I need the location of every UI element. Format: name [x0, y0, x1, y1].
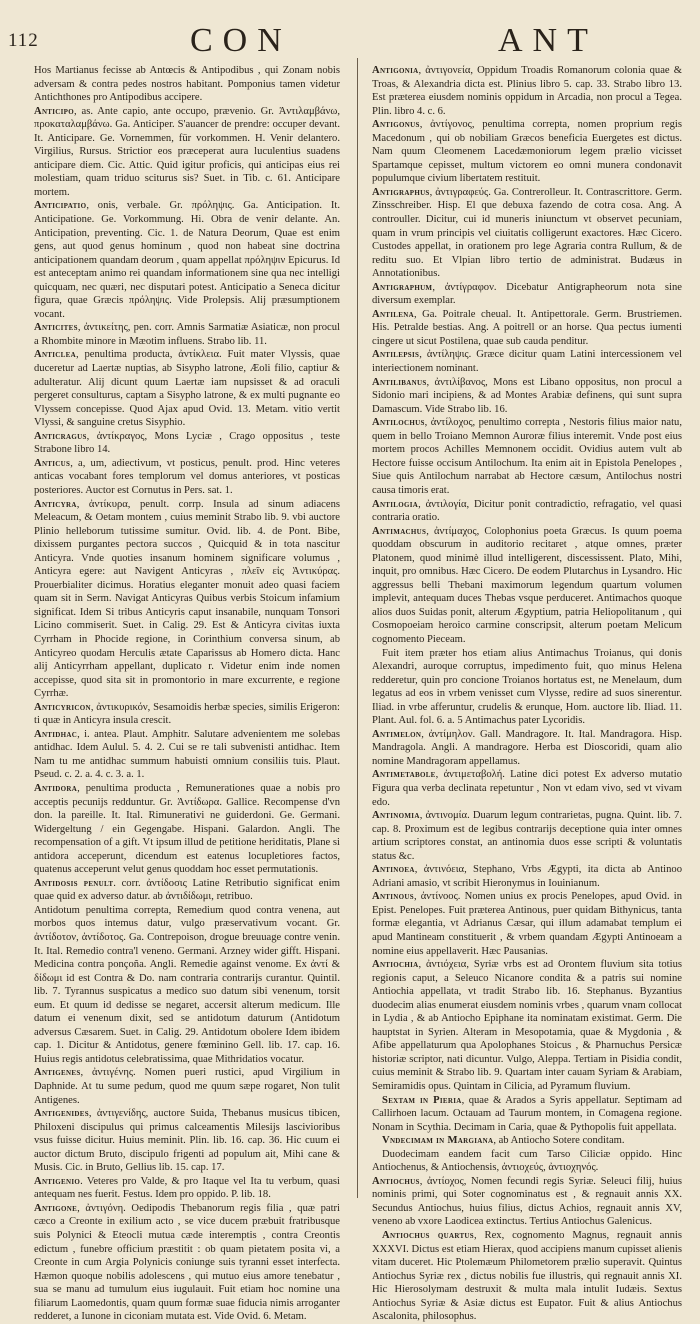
dictionary-entry: Antilepsis, ἀντίληψις. Græce dicitur quam Latini intercessionem vel interiectionem nominant. — [372, 349, 682, 375]
column-divider — [357, 58, 358, 1198]
dictionary-entry: Anticipatio, onis, verbale. Gr. πρόληψις. Ga. Anticipation. It. Anticipatione. Ge. Vorkommung. Hi. Obra de venir delante. An. Anticipation, preventing. Cic. 1. de Natura Deorum, Quae est enim gens, aut quod genus hominum , quod non habeat sine doctrina anticipationem quandam deorum , quam appellat πρόληψιν Epicurus. Id est anteceptam animo rei quandam informationem sine qua nec intelligi quicquam, nec quæri, nec disputari potest. Anticipatio a Seneca dicitur figura, quae Græcis πρόληψις. Vide Prolepsis. Alij præsumptionem vocant. — [34, 200, 340, 320]
headword: Antidosis penult — [34, 877, 114, 889]
headword: Antigonus — [372, 119, 420, 131]
headword: Antigenes — [34, 1067, 81, 1079]
dictionary-entry: Antimetabole, ἀντιμεταβολή. Latine dici potest Ex adverso mutatio Figura qua verba declinata repetuntur , Non vt edam vivo, sed vt vivam edo. — [372, 769, 682, 808]
dictionary-entry: Antilena, Ga. Poitrale cheual. It. Antipettorale. Germ. Brustriemen. His. Petralde bestias. Ang. A poitrell or an horse. Qua pectus iumenti cingere ut sicut Postilena, quae sub cauda penditur. — [372, 308, 682, 347]
dictionary-entry: Anticipo, as. Ante capio, ante occupo, prævenio. Gr. Ἀντιλαμβάνω, προκαταλαμβάνω. Ga. Anticiper. S'auancer de prendre: occuper devant. It. Anticipare. Ge. Vornemmen, für vorkommen. H. Venir delantero. Virgilius, Rursus. Strictior eos præceperat aura luculentius suadens anticipare diem. Cic. Attic. Quid igitur proficis, qui anticipas eius rei molestiam, quam triduo sciturus sis? Suet. in Tib. c. 61. Anticipare mortem. — [34, 105, 340, 198]
dictionary-entry: Antigenio. Veteres pro Valde, & pro Itaque vel Ita tu verbum, quasi antequam nes fuerit. Festus. Idem pro oppido. P. lib. 18. — [34, 1175, 340, 1201]
headword: Antimachus — [372, 525, 427, 537]
dictionary-entry: Antiochus quartus, Rex, cognomento Magnus, regnauit annis XXXVI. Dictus est etiam Hierax, quod accipiens manum cupisset alienis vitam duceret. Hic Ptolemæum Philometorem prælio superavit. Quintus Antiochus Syriæ rex , dictus nobilis fue illustris, qui regnauit annis XI. Hic Hierosolymam destruxit & multa mala intulit Iudæis. Sextus Antiochus Syriæ & Asiæ dictus est Eupator. Fuit & alius Antiochus Ascalonita, philosophus. — [372, 1230, 682, 1323]
page-header — [0, 22, 700, 62]
headword: Sextam in Pieria — [382, 1094, 462, 1106]
dictionary-entry: Anticyra, ἀντίκυρα, penult. corrp. Insula ad sinum adiacens Meleacum, & Oetam montem , cuius meminit Strabo lib. 9. vbi auctore Plinio helleborum tutissime sumitur. Ovid. lib. 4. de Pont. Bibe, dixissem purgantes pectora succos , Quicquid & in tota nascitur Anticyra. Vnde quoties insanum hominem significare volumus , Anticyra egere: aut Navigent Anticyras , πλεῖν εἰς Ἀντικύρας. Prouerbialiter dicimus. Horatius eleganter monuit adeo quasi faciem quam sit in Serm. Navigat Anticyras Quibus verbis Stoicum infamium significat. Idem Si tribus Anticyris caput insanabile, nunquam Tonsori Licino commiserit. Suet. in Calig. 29. Est & Anticyra civitas iuxta Cyrrham in Phocide regione, in Corinthium conversa sinum, ab Anticyreo quodam Herculis ætate Caparissus ab Homero dicta. Hanc alij Anticyrrham appellant, duplicato r. Videtur enim inde nomen accepisse, quod sita sit in promontorio in mare excurrente, e regione Cyrrhæ. — [34, 498, 340, 700]
dictionary-entry: Sextam in Pieria, quae & Arados a Syris appellatur. Septimam ad Callirhoen lacum. Octauam ad Taurum montem, in Comagena regione. Nonam in Scythia. Decimam in Caria, quae & Pythopolis fuit appellata. — [372, 1094, 682, 1133]
headword: Antilena — [372, 308, 414, 320]
dictionary-entry: Anticus, a, um, adiectivum, vt posticus, penult. prod. Hinc veteres anticas vocabant fores templorum vel domus anteriores, vt posticas posteriores. Auctor est Cornutus in Pers. sat. 1. — [34, 457, 340, 496]
dictionary-entry: Antinous, ἀντίνοος. Nomen unius ex procis Penelopes, apud Ovid. in Epist. Penelopes. Fuit præterea Antinous, puer quidam Bithynicus, tanta formæ elegantia, vt Adrianus Cæsar, qui illum adamabat templum ei apud Mantineam constituerit , & vrbem quandam Ægypti Antinoeam a nomine eius appellaverit. Hæc Pausanias. — [372, 891, 682, 957]
right-column — [372, 64, 682, 1323]
dictionary-entry: Antimachus, ἀντίμαχος, Colophonius poeta Græcus. Is quum poema quoddam obscurum in auditorio recitaret , atque omnes, præter Platonem, quod minimè illud intelligerent, discessissent. Plato, Mihi, inquit, pro omnibus. Hæc Cicero. De eodem Plutarchus in Lysandro. Hic aggressus belli Thebani maximorum legendum quartum volumen implevit, antequam duces Thebas vsque perduceret. Antimachos quoque alios duos Suidas ponit, alterum Ægyptium, patria Heliopolitanum , qui Cosmopoeiam heroico carmine conscripsit, alterum poetam Melicum cognomento Pieceam. — [372, 525, 682, 645]
headword: Antigraphus — [372, 186, 430, 198]
headword: Antiochus — [372, 1175, 420, 1187]
dictionary-entry: Anticyricon, ἀντικυρικόν, Sesamoidis herbæ species, similis Erigeron: ti quæ in Anticyra insula crescit. — [34, 701, 340, 727]
headword: Antidhac — [34, 728, 78, 740]
dictionary-entry: Antigraphum, ἀντίγραφον. Dicebatur Antigrapheorum nota sine diversum exemplar. — [372, 281, 682, 307]
headword: Anticipatio — [34, 200, 87, 212]
dictionary-entry: Antigraphus, ἀντιγραφεύς. Ga. Contrerolleur. It. Contrascrittore. Germ. Zinsschreiber. Hisp. El que debuxa fazendo de cotra cosa. Ang. A controuller. Dicitur, cui id muneris iniunctum vt observet pecuniam, quam in vrum principis vel ciuitatis colligerunt exactores. Hæc Cicero. Custodes appellat, in orationem pro lege Agraria contra Rullum, & de reditu suo. Et Vlpian libro tertio de administrat. Budæus in Annotationibus. — [372, 186, 682, 280]
headword: Antilepsis — [372, 349, 420, 361]
headword: Antigenides — [34, 1108, 89, 1120]
dictionary-entry: Antidosis penult. corr. ἀντίδοσις Latine Retributio significat enim quae quid ex adverso datur. ab ἀντιδίδωμι, retribuo. — [34, 877, 340, 903]
dictionary-entry: Antigonus, ἀντίγονος, penultima correpta, nomen proprium regis Macedonum , qui ob nobiliam Græcos beneficia Euergetes est dictus. Nam quum Cleomenem Lacedæmoniorum legem prælio vicisset Spartamque cepisset, multum victorem eo omni munera condonavit populumque civium libertatem restituit. — [372, 119, 682, 185]
headword: Anticyra — [34, 498, 77, 510]
headword: Antigonia — [372, 65, 419, 76]
headword: Antimetabole — [372, 769, 436, 781]
page-number: 112 — [8, 30, 39, 51]
dictionary-entry: Antidora, penultima producta , Remunerationes quae a nobis pro acceptis pecunijs redduntur. Gr. Ἀντίδωρα. Gallice. Recompense d'vn don. la pareille. It. Ital. Rimunerativi ne guiderdoni. Ge. Germani. Widergeltung / ein Gegengabe. Hispani. Galardon. Angli. The recompensation of a gift. Vt ipsum illud de petitione heriditatis, Plane si antidora acceperunt, dicendum est eatenus locupletiores factos, quatenus acceperunt velut genus quoddam hoc esset permutationis. — [34, 782, 340, 876]
dictionary-entry: Antilibanus, ἀντιλίβανος, Mons est Libano oppositus, non procul a Sidonio mari incipiens, & ad Montes Arabiæ definens, qui sunt supra Damascum. Vide Strabo lib. 16. — [372, 376, 682, 415]
dictionary-entry: Antimelon, ἀντίμηλον. Gall. Mandragore. It. Ital. Mandragora. Hisp. Mandragola. Angli. A mandragore. Herba est Dioscoridi, quam alio nomine Mandragoram appellamus. — [372, 728, 682, 767]
dictionary-entry: Antigenides, ἀντιγενίδης, auctore Suida, Thebanus musicus tibicen, Philoxeni discipulus qui primus calceamentis Milesijs lascivioribus vsus fuisse dicitur. Huius meminit. Plin. lib. 16. cap. 36. Hic cuum ei auctor dictum Bruto, discipulo frigenti ad populum ait, Mihi cane & Musis. Cic. in Bruto, Gellius lib. 15. cap. 17. — [34, 1108, 340, 1174]
dictionary-entry: Fuit item præter hos etiam alius Antimachus Troianus, qui donis Alexandri, auroque corruptus, impedimento fuit, quo minus Helena redderetur, quin pro concione Troianos hortatus est, ne Menelaum, dum legatus ad eos in vrbem venisset cum Vlysse, redire ad suos sinerentur. Iliad. in vrbe afferuntur, crudelis & erunque, Hom. auctore lib. Iliad. 11. Plant. Aul. fol. 6. a. 5 Antimachus pater Lycoridis. — [372, 647, 682, 727]
headword: Antinoea — [372, 864, 415, 876]
headword: Antimelon — [372, 728, 422, 740]
dictionary-entry: Antilochus, ἀντίλοχος, penultimo correpta , Nestoris filius maior natu, quem in bello Troiano Memnon Auroræ filius interemit. Vnde post eius mortem procos Achilles Memnonem occidit. Ovidius autem vult ab Hectore fuisse occisum Antilochum. Ita enim ait in Epistola Penelopes , Siue quis Antilochum narrabat ab Hectore cæsum, Antilochus nostri causa timoris erat. — [372, 417, 682, 496]
headword: Antilogia — [372, 498, 419, 510]
left-column — [34, 64, 340, 1323]
headword: Antigenio — [34, 1175, 81, 1187]
headword: Antidora — [34, 782, 78, 794]
headword: Antinous — [372, 891, 414, 903]
dictionary-entry: Hos Martianus fecisse ab Antœcis & Antipodibus , qui Zonam nobis adversam & contra pedes nostros habitant. Pomponius tamen videtur Antichthones pro Antipodibus accipere. — [34, 65, 340, 104]
dictionary-entry: Antidhac, i. antea. Plaut. Amphitr. Salutare advenientem me solebas antidhac. Idem Aulul. 5. 4. 2. Cui se re tali subvenisti antidhac. Item Nam tu me antidhac summum habuisti omnium consiliis tuis. Plaut. Pseud. c. 2. a. 4. c. 3. a. 1. — [34, 728, 340, 781]
dictionary-entry: Anticragus, ἀντίκραγος, Mons Lyciæ , Crago oppositus , teste Strabone libro 14. — [34, 430, 340, 456]
headword: Antilochus — [372, 417, 425, 429]
dictionary-entry: Antigonia, ἀντιγονεία, Oppidum Troadis Romanorum colonia quae & Troas, & Alexandria dicta est. Plinius libro 5. cap. 33. Strabo libro 13. Est præterea eiusdem nominis oppidum in Arcadia, non procul a Tegea. Plin. libro 4. c. 6. — [372, 65, 682, 117]
headword: Antilibanus — [372, 376, 427, 388]
headword: Anticus — [34, 457, 71, 469]
headword: Antiochia — [372, 959, 419, 971]
dictionary-entry: Vndecimam in Margiana, ab Antiocho Sotere conditam. — [382, 1135, 625, 1147]
dictionary-entry: Anticites, ἀντικείτης, pen. corr. Amnis Sarmatiæ Asiaticæ, non procul a Rhombite minore in Mæotim influens. Strabo lib. 11. — [34, 322, 340, 347]
headword: Vndecimam in Margiana — [382, 1135, 494, 1147]
headword: Antinomia — [372, 810, 420, 822]
dictionary-entry: Antigone, ἀντιγόνη. Oedipodis Thebanorum regis filia , quæ patri cæco a Creonte in exilium acto , se vice ducem præbuit fratribusque suis Polynici & Eteocli mutua cæde interemptis , contra Creontis edictum , funebre officium præstitit : ob quam pietatem posita vi, a Creonte in cum Argia Polynicis coniunge suis tyranni esset interfecta. Hæmon quoque nobilis adolescens , qui mutuo eius amore tenebatur , sua se manu ad tumulum eius iugulauit. Fuit etiam hoc nomine una filiarum Laomedontis, quam quum formæ suae fiducia nimis arroganter redderet, a Iunone in ciconiam mutata est. Vide Ovid. 6. Metam. — [34, 1202, 340, 1323]
headword: Anticipo — [34, 105, 74, 117]
running-head-left: CON — [190, 22, 292, 59]
headword: Anticites — [34, 322, 78, 334]
dictionary-entry: Antigenes, ἀντιγένης. Nomen pueri rustici, apud Virgilium in Daphnide. At tu sume pedum, quod me quum sæpe rogaret, Non tulit Antigenes. — [34, 1067, 340, 1106]
dictionary-entry: Anticlea, penultima producta, ἀντίκλεια. Fuit mater Vlyssis, quae duceretur ad Laertæ nuptias, ab Sisypho latrone, Æoli filio, captiur & adulteratur. Alij dicunt quum Laertæ iam nupsisset & ad oraculi pergeret consulturus, captam a Sisypho latrone, & ex multi pugnante eo Vlyssem concepisse. Quod Ajax apud Ovid. 13. Metam. vitio vertit Vlyssi, & sanguine cretus Sisyphio. — [34, 349, 340, 429]
headword: Antiochus quartus — [382, 1230, 474, 1242]
headword: Antigone — [34, 1202, 78, 1214]
dictionary-entry: Antilogia, ἀντιλογία, Dicitur ponit contradictio, refragatio, vel quasi contraria oratio. — [372, 498, 682, 524]
dictionary-entry: Duodecimam eandem facit cum Tarso Ciliciæ oppido. Hinc Antiochenus, & Antiochensis, ἀντιοχεύς, ἀντιοχηνός. — [372, 1148, 682, 1174]
headword: Antigraphum — [372, 281, 433, 293]
dictionary-entry: Antidotum penultima correpta, Remedium quod contra venena, aut morbos quos intemus datur, vulgo præservativum vocant. Gr. ἀντίδοτον, ἀντίδοτος. Ga. Contrepoison, drogue breuuage contre venin. It. Ital. Remedio contra'l veneno. Germani. Arzney wider gifft. Hispani. Medicina contra ponçoña. Angli. Remedie against venome. Ex ἀντί & δίδωμι id est Contra & Do. nam contraria contrarijs curantur. Quintil. lib. 7. Tyrannus suspicatus a medico suo datum sibi venenum, torsit eum. Et quum id dedisse se negaret, accersit alterum medicum. Ille datum ei venenum dixit, sed se antidotum daturum (Antidotum adversus Cæsarem. Suet. in Calig. 29. Antidotum obolere Idem ibidem cap. 1. Dicitur & Antidotus, genere fœminino Gell. lib. 17. cap. 16. Huius regis antidotus celebratissima, quae Mithridatios vocatur. — [34, 904, 340, 1065]
headword: Anticyricon — [34, 701, 91, 713]
dictionary-entry: Antinomia, ἀντινομία. Duarum legum contrarietas, pugna. Quint. lib. 7. cap. 8. Proximum est de legibus contrarijs deceptione quia inter omnes artium scriptores constat, an antinomia duos esse scripti & voluntatis status &c. — [372, 810, 682, 862]
dictionary-entry: Antiochus, ἀντίοχος, Nomen fecundi regis Syriæ. Seleuci filij, huius nominis primi, qui Soter cognominatus est , & regnauit annis XX. Secundus Antiochus, huius filius, dictus Achios, regnauit annis XV, veneno ab vxore Laodicea extinctus. Tertius Antiochus Galenicus. — [372, 1175, 682, 1228]
dictionary-entry: Antiochia, ἀντιόχεια, Syriæ vrbs est ad Orontem fluvium sita totius regionis caput, a Seleuco Nicanore condita & a patris sui nomine Antiochia appellata, vt tradit Strabo lib. 16. Stephanus. Byzantius duodecim alias enumerat eiusdem nominis vrbes , quarum vnam collocat in Lydia , & ab Antiocho Epiphane ita nominatam existimat. Germ. Die hauptstat in Syrien. Alteram in Mesopotamia, quae & Mygdonia , & Afibe appellaturum qua Apolophanes Stoicus , & Pharnuchus Persicæ historiæ scriptor, nati dicuntur. Vulgo, Aleppa. Tertiam in Pisidia condit, cuius meminit & Strabo lib. 9. Quartam inter cauam Syriam & Arabiam, Semiramidis opus. Quintam in Cilicia, ad Pyramum fluvium. — [372, 959, 682, 1093]
headword: Anticragus — [34, 430, 87, 442]
dictionary-entry: Antinoea, ἀντινόεια, Stephano, Vrbs Ægypti, ita dicta ab Antinoo Adriani amasio, vt scribit Hieronymus in Iouinianum. — [372, 864, 682, 889]
headword: Anticlea — [34, 349, 76, 361]
running-head-right: ANT — [498, 22, 598, 59]
